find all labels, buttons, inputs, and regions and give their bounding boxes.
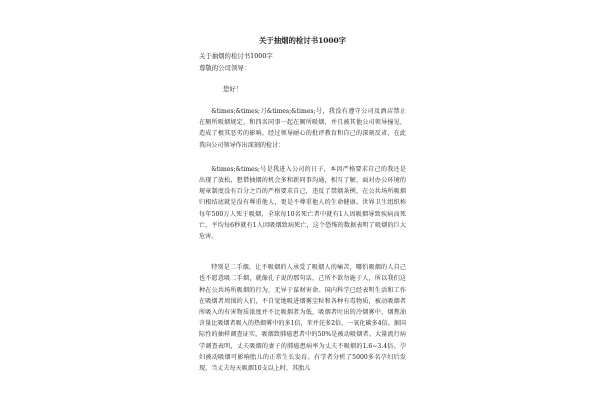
- paragraph-3: 特别是二手烟，让不吸烟的人承受了吸烟人的痛苦，哪怕吸烟的人自己也不愿意吸二手烟，就像孔子说的那句话，己所不欲勿施于人，所以我们这种在公共场所吸烟的行为，无异于谋财害命。国内科学已经表明生活和工作在吸烟者周围的人们，不自觉地吸进烟雾尘粒和各种有毒物质，被动吸烟者所吸入的有害物质浓度并不比吸烟者为低，吸烟者吐出的冷烟雾中，烟焦油含量比吸烟者吸入的热烟雾中的多1倍，苯并芘多2倍，一氧化碳多4倍。据国际性的抽样调查证实，吸烟致肺癌患者中的50%是被动吸烟者。大量流行病学调查表明，丈夫吸烟的妻子的肺癌患病率为丈夫不吸烟的1.6~3.4倍。孕妇被动吸烟可影响胎儿的正常生长发育。有学者分析了5000多名孕妇后发现，当丈夫每天吸烟10支以上时，其胎儿: [199, 264, 406, 373]
- greeting-line: 您好！: [223, 85, 243, 93]
- subtitle-line: 关于抽烟的检讨书1000字: [199, 52, 273, 60]
- document-sheet: [199, 36, 406, 400]
- addressee-line: 尊敬的公司领导：: [199, 64, 251, 72]
- paragraph-2: &times;&times;号是我进入公司的日子，本因严格要求自己的我还是出现了放松，想借抽烟的机会多和新同事沟通，相互了解，面对办公环境的规章制度没有百分之百的严格要求自己，违反了禁烟条例，在公共场所吸烟归根结底就是没有尊重他人，更是不尊重他人的生命健康。世界卫生组织称每年500万人死于吸烟，全球每10名死亡者中就有1人因吸烟导致疾病而死亡，平均每6秒就有1人因吸烟致病死亡，这个恐怖的数据表明了吸烟的巨大危害。: [199, 165, 406, 241]
- paragraph-1: &times;&times;刀&times;&times;号，我没有遵守公司及酒店禁止在厕所吸烟规定，和四名同事一起在厕所吸烟，并且被其他公司领导撞见，造成了极其恶劣的影响。经过领导耐心的批评教育和自己的深刻反省，在此我向公司领导作出深刻的检讨：: [199, 108, 406, 149]
- document-title: 关于抽烟的检讨书1000字: [258, 36, 347, 45]
